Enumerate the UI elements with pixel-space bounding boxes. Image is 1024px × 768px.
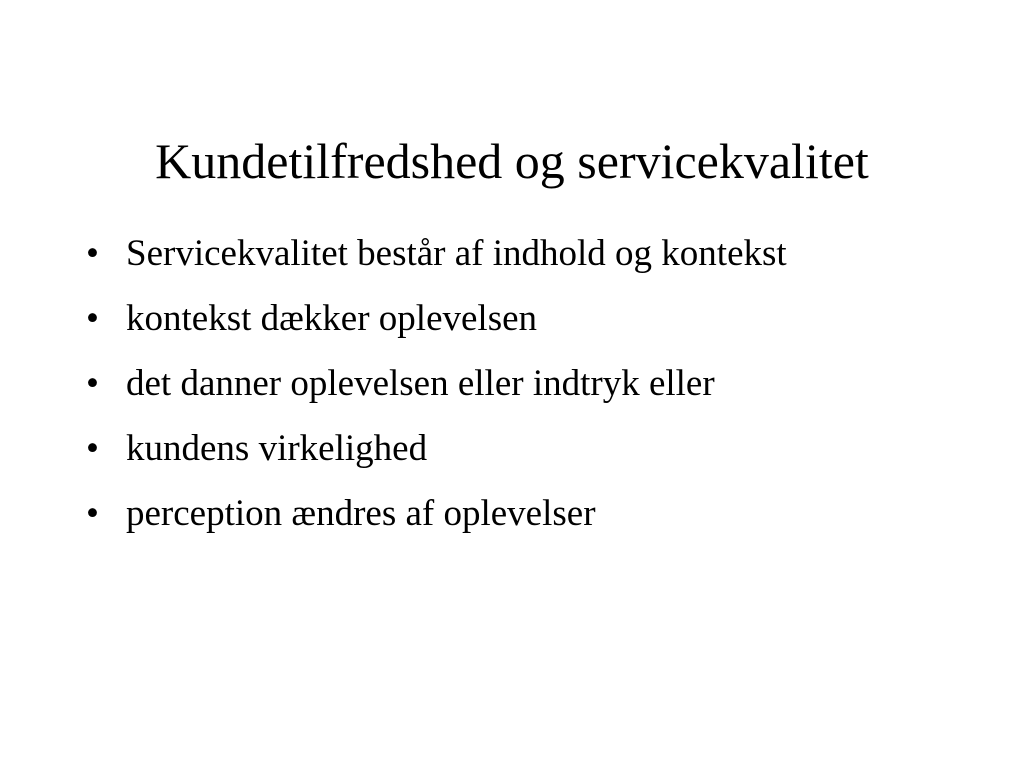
bullet-text: kontekst dækker oplevelsen <box>126 298 538 339</box>
bullet-item <box>84 362 804 405</box>
bullet-item <box>84 297 804 340</box>
bullet-marker: • <box>86 428 99 469</box>
bullet-text: perception ændres af oplevelser <box>126 493 596 534</box>
bullet-item <box>84 232 804 275</box>
bullet-list <box>84 232 804 557</box>
slide-title: Kundetilfredshed og servicekvalitet <box>155 133 869 189</box>
bullet-text: det danner oplevelsen eller indtryk eller <box>126 363 715 404</box>
bullet-item <box>84 427 804 470</box>
bullet-item <box>84 492 804 535</box>
bullet-marker: • <box>86 363 99 404</box>
bullet-marker: • <box>86 233 99 274</box>
bullet-text: kundens virkelighed <box>126 428 428 469</box>
bullet-marker: • <box>86 493 99 534</box>
bullet-marker: • <box>86 298 99 339</box>
bullet-text: Servicekvalitet består af indhold og kontekst <box>126 233 787 274</box>
